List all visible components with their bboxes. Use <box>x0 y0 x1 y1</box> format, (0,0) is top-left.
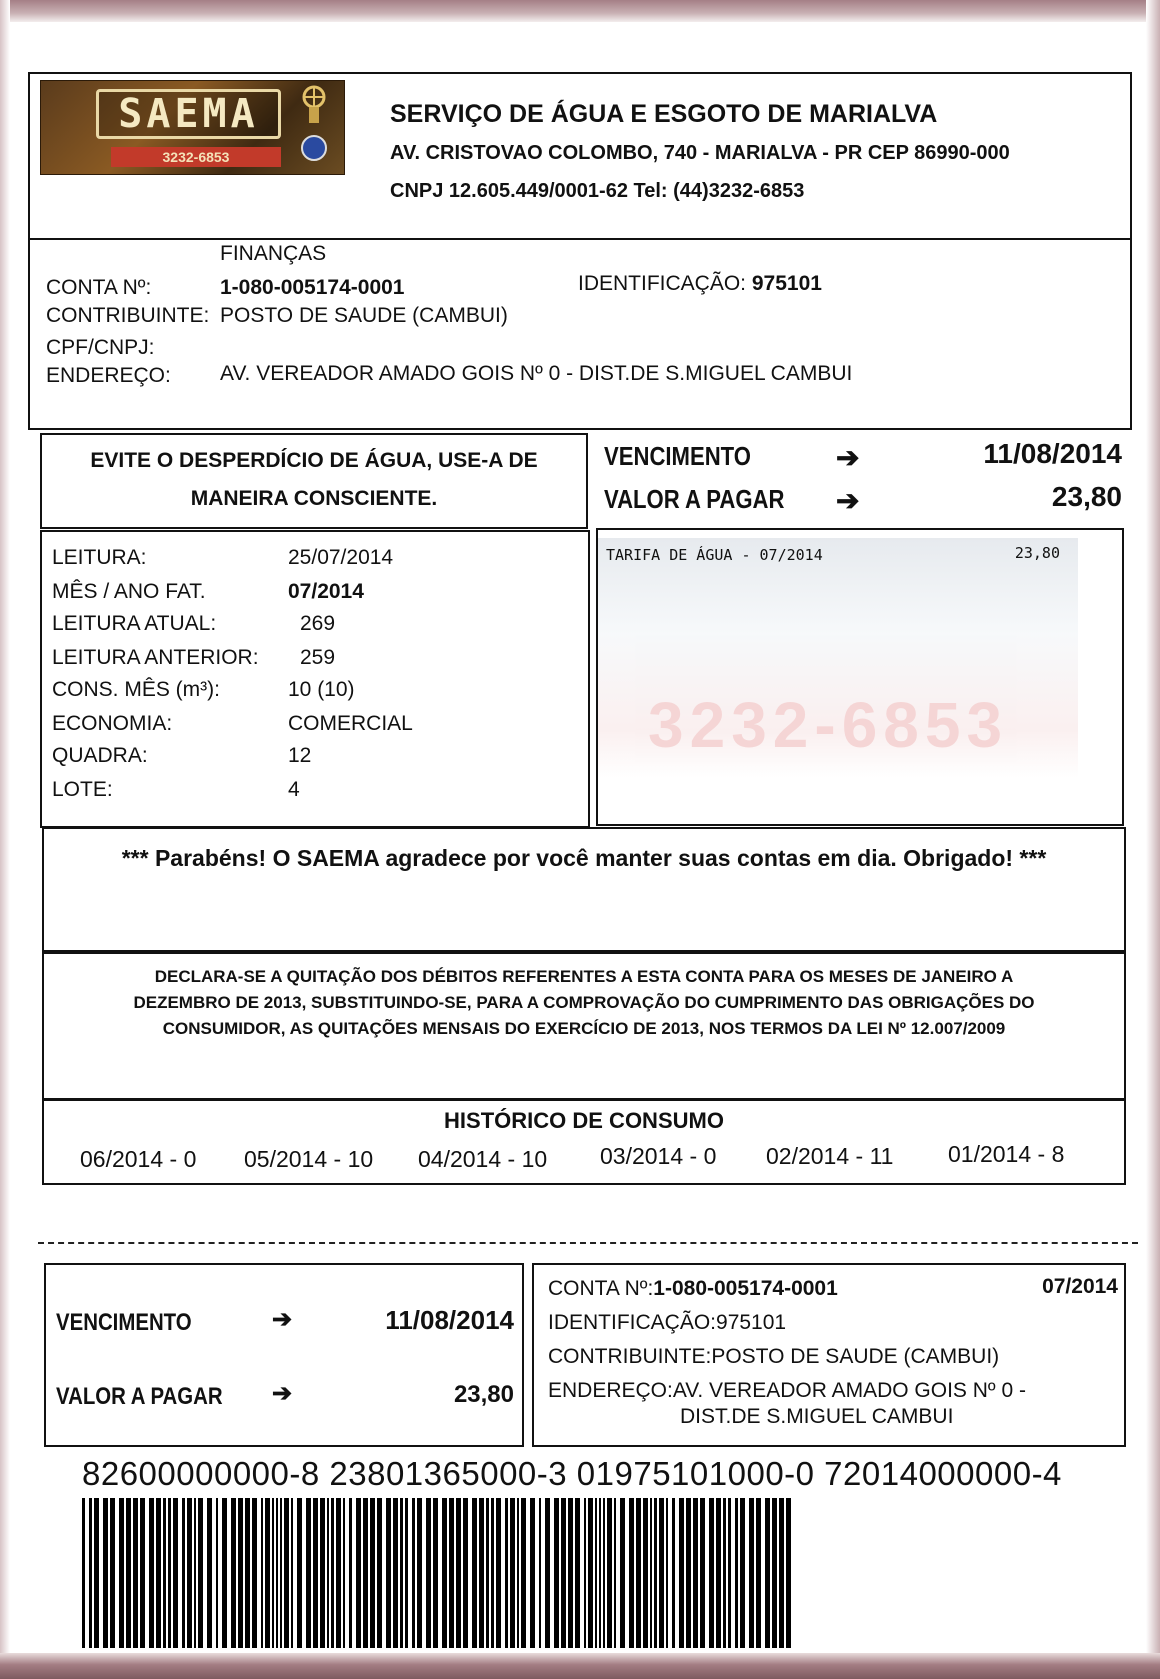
history-item: 05/2014 - 10 <box>244 1146 374 1172</box>
barcode-bar <box>349 1498 352 1648</box>
account-number-label: CONTA Nº: <box>46 276 152 299</box>
reading-label: LEITURA: <box>52 546 147 569</box>
identification <box>578 272 822 296</box>
barcode-bar <box>173 1498 178 1648</box>
barcode-bar <box>614 1498 616 1648</box>
barcode-bar <box>156 1498 161 1648</box>
barcode-bar <box>679 1498 684 1648</box>
saema-logo <box>40 80 345 175</box>
barcode-bar <box>442 1498 447 1648</box>
barcode-bar <box>456 1498 461 1648</box>
stub-payment-box <box>44 1263 524 1447</box>
due-date-value: 11/08/2014 <box>983 438 1122 469</box>
barcode-bar <box>133 1498 138 1648</box>
barcode-bar <box>386 1498 391 1648</box>
amount-due-label: VALOR A PAGAR <box>604 484 785 514</box>
history-item: 02/2014 - 11 <box>766 1143 894 1169</box>
barcode-bar <box>140 1498 145 1648</box>
company-address: AV. CRISTOVAO COLOMBO, 740 - MARIALVA - PR CEP 86990-000 <box>390 142 1010 164</box>
barcode-bar <box>417 1498 422 1648</box>
address-value: AV. VEREADOR AMADO GOIS Nº 0 - DIST.DE S.MIGUEL CAMBUI <box>220 362 853 385</box>
company-name: SERVIÇO DE ÁGUA E ESGOTO DE MARIALVA <box>390 100 938 128</box>
contributor-label: CONTRIBUINTE: <box>46 304 210 327</box>
tariff-value: 23,80 <box>1014 544 1060 562</box>
arrow-right-icon: ➔ <box>272 1306 293 1333</box>
barcode-bar <box>356 1498 361 1648</box>
barcode-bar <box>222 1498 227 1648</box>
barcode-bar <box>575 1498 580 1648</box>
logo-word: SAEMA <box>96 89 281 139</box>
barcode-bar <box>786 1498 791 1648</box>
readings-box <box>40 530 590 828</box>
reading-value: 12 <box>288 744 312 767</box>
contributor-value: POSTO DE SAUDE (CAMBUI) <box>220 304 508 327</box>
barcode-bar <box>636 1498 641 1648</box>
stub-account-label: CONTA Nº: <box>548 1277 654 1300</box>
barcode-bar <box>284 1498 289 1648</box>
barcode-bar <box>772 1498 777 1648</box>
address-label: ENDEREÇO: <box>46 364 171 387</box>
barcode-bar <box>486 1498 489 1648</box>
scan-edge-right <box>1146 0 1160 1679</box>
barcode-bar <box>505 1498 508 1648</box>
amount-due-value: 23,80 <box>1051 481 1122 512</box>
barcode-bar <box>709 1498 714 1648</box>
emblem-icon <box>301 135 327 161</box>
declaration-text: DECLARA-SE A QUITAÇÃO DOS DÉBITOS REFERENTES A ESTA CONTA PARA OS MESES DE JANEIRO A DEZEMBRO DE 2013, SUBSTITUINDO-SE, PARA A COMPROVAÇÃO DO CUMPRIMENTO DAS OBRIGAÇÕES DO CONSUMIDOR, AS QUITAÇÕES MENSAIS DO EXERCÍCIO DE 2013, NOS TERMOS DA LEI Nº 12.007/2009 <box>133 967 1035 1038</box>
barcode-bar <box>320 1498 325 1648</box>
barcode <box>82 1498 792 1648</box>
stub-address-line2: DIST.DE S.MIGUEL CAMBUI <box>680 1405 954 1428</box>
congrats-message: *** Parabéns! O SAEMA agradece por você manter suas contas em dia. Obrigado! *** <box>121 845 1047 871</box>
barcode-bar <box>449 1498 454 1648</box>
stub-account-box <box>532 1263 1126 1447</box>
barcode-bar <box>306 1498 311 1648</box>
barcode-bar <box>643 1498 648 1648</box>
barcode-bar <box>252 1498 257 1648</box>
reading-value: 07/2014 <box>288 580 364 603</box>
logo-phone: 3232-6853 <box>111 147 281 167</box>
barcode-bar <box>89 1498 92 1648</box>
barcode-bar <box>595 1498 597 1648</box>
watermark-text: 3232-6853 <box>648 689 1009 761</box>
barcode-bar <box>568 1498 573 1648</box>
barcode-bar <box>343 1498 345 1648</box>
stub-address-line1: ENDEREÇO:AV. VEREADOR AMADO GOIS Nº 0 - <box>548 1379 1026 1402</box>
stub-due-date-value: 11/08/2014 <box>385 1305 514 1335</box>
barcode-bar <box>716 1498 721 1648</box>
barcode-bar <box>517 1498 519 1648</box>
barcode-bar <box>216 1498 218 1648</box>
barcode-bar <box>584 1498 586 1648</box>
barcode-bar <box>433 1498 438 1648</box>
barcode-bar <box>588 1498 593 1648</box>
barcode-bar <box>297 1498 302 1648</box>
barcode-bar <box>472 1498 477 1648</box>
barcode-bar <box>740 1498 745 1648</box>
barcode-bar <box>265 1498 270 1648</box>
tariff-item: TARIFA DE ÁGUA - 07/2014 <box>606 546 823 564</box>
barcode-bar <box>400 1498 403 1648</box>
barcode-bar <box>198 1498 203 1648</box>
barcode-bar <box>479 1498 484 1648</box>
barcode-bar <box>491 1498 494 1648</box>
barcode-bar <box>700 1498 705 1648</box>
barcode-bar <box>82 1498 85 1648</box>
reading-value: 4 <box>288 778 300 801</box>
valve-icon <box>289 85 339 125</box>
barcode-bar <box>207 1498 212 1648</box>
stub-amount-value: 23,80 <box>453 1381 514 1408</box>
header-box <box>28 72 1132 240</box>
barcode-bar <box>672 1498 675 1648</box>
barcode-bar <box>336 1498 341 1648</box>
scan-edge-left <box>0 0 10 1679</box>
barcode-bar <box>561 1498 566 1648</box>
barcode-bar <box>723 1498 726 1648</box>
barcode-bar <box>163 1498 166 1648</box>
history-box <box>42 1099 1126 1185</box>
barcode-bar <box>650 1498 652 1648</box>
barcode-bar <box>103 1498 108 1648</box>
reading-label: CONS. MÊS (m³): <box>52 678 220 701</box>
barcode-bar <box>194 1498 196 1648</box>
barcode-bar <box>276 1498 278 1648</box>
barcode-bar <box>463 1498 468 1648</box>
reading-value: 10 (10) <box>288 678 355 701</box>
arrow-right-icon: ➔ <box>272 1380 293 1407</box>
watermark-image <box>598 538 1078 778</box>
barcode-number: 82600000000-8 23801365000-3 01975101000-0 72014000000-4 <box>82 1455 1062 1492</box>
barcode-bar <box>280 1498 282 1648</box>
reading-value: 259 <box>300 646 336 669</box>
history-item: 03/2014 - 0 <box>600 1143 717 1169</box>
history-item: 04/2014 - 10 <box>418 1146 548 1172</box>
barcode-bar <box>554 1498 559 1648</box>
barcode-bar <box>756 1498 761 1648</box>
identification-label: IDENTIFICAÇÃO: <box>578 272 747 295</box>
stub-id-value: 975101 <box>716 1311 787 1334</box>
barcode-bar <box>126 1498 131 1648</box>
barcode-bar <box>539 1498 541 1648</box>
barcode-bar <box>521 1498 526 1648</box>
declaration-box <box>42 950 1126 1100</box>
barcode-bar <box>363 1498 368 1648</box>
barcode-bar <box>735 1498 738 1648</box>
barcode-bar <box>327 1498 329 1648</box>
barcode-bar <box>245 1498 250 1648</box>
reading-value: COMERCIAL <box>288 712 413 735</box>
barcode-bar <box>779 1498 784 1648</box>
barcode-bar <box>412 1498 415 1648</box>
barcode-bar <box>119 1498 124 1648</box>
barcode-bar <box>765 1498 770 1648</box>
barcode-bar <box>291 1498 293 1648</box>
barcode-bar <box>377 1498 382 1648</box>
reading-label: LEITURA ANTERIOR: <box>52 646 259 669</box>
barcode-bar <box>187 1498 192 1648</box>
stub-contributor: CONTRIBUINTE:POSTO DE SAUDE (CAMBUI) <box>548 1345 1000 1368</box>
reading-label: QUADRA: <box>52 744 148 767</box>
barcode-bar <box>238 1498 243 1648</box>
barcode-bar <box>110 1498 115 1648</box>
barcode-bar <box>607 1498 612 1648</box>
barcode-bar <box>545 1498 550 1648</box>
reading-label: ECONOMIA: <box>52 712 173 735</box>
barcode-bar <box>496 1498 501 1648</box>
reading-value: 25/07/2014 <box>288 546 394 569</box>
reading-label: MÊS / ANO FAT. <box>52 580 206 603</box>
scan-edge-top <box>0 0 1160 22</box>
stub-amount-label: VALOR A PAGAR <box>56 1383 223 1410</box>
account-category: FINANÇAS <box>220 242 327 265</box>
barcode-bar <box>749 1498 754 1648</box>
barcode-bar <box>603 1498 605 1648</box>
arrow-right-icon: ➔ <box>836 442 860 473</box>
barcode-bar <box>370 1498 375 1648</box>
barcode-bar <box>272 1498 274 1648</box>
tariff-box <box>596 528 1124 826</box>
barcode-bar <box>654 1498 657 1648</box>
barcode-bar <box>659 1498 664 1648</box>
barcode-bar <box>629 1498 634 1648</box>
cpf-cnpj-label: CPF/CNPJ: <box>46 336 155 359</box>
barcode-bar <box>331 1498 334 1648</box>
account-number: 1-080-005174-0001 <box>220 276 405 299</box>
barcode-bar <box>405 1498 408 1648</box>
history-title: HISTÓRICO DE CONSUMO <box>444 1108 724 1133</box>
reading-label: LOTE: <box>52 778 113 801</box>
congrats-box <box>42 827 1126 954</box>
company-cnpj-tel: CNPJ 12.605.449/0001-62 Tel: (44)3232-6853 <box>390 180 805 202</box>
barcode-bar <box>510 1498 515 1648</box>
barcode-bar <box>231 1498 236 1648</box>
history-item: 06/2014 - 0 <box>80 1146 197 1172</box>
reading-value: 269 <box>300 612 336 635</box>
barcode-bar <box>149 1498 154 1648</box>
barcode-bar <box>426 1498 431 1648</box>
stub-account-number <box>548 1277 838 1301</box>
notice-line2: MANEIRA CONSCIENTE. <box>190 487 438 510</box>
history-item: 01/2014 - 8 <box>948 1141 1065 1167</box>
barcode-bar <box>182 1498 185 1648</box>
barcode-bar <box>94 1498 99 1648</box>
reading-label: LEITURA ATUAL: <box>52 612 217 635</box>
stub-account-value: 1-080-005174-0001 <box>653 1277 838 1300</box>
barcode-bar <box>599 1498 601 1648</box>
arrow-right-icon: ➔ <box>836 485 860 516</box>
barcode-bar <box>620 1498 625 1648</box>
notice-line1: EVITE O DESPERDÍCIO DE ÁGUA, USE-A DE <box>90 449 538 472</box>
barcode-bar <box>693 1498 698 1648</box>
stub-due-date-label: VENCIMENTO <box>56 1309 192 1336</box>
notice-box <box>40 433 588 529</box>
barcode-bar <box>530 1498 535 1648</box>
barcode-bar <box>313 1498 318 1648</box>
barcode-bar <box>168 1498 171 1648</box>
barcode-bar <box>728 1498 731 1648</box>
barcode-bar <box>666 1498 668 1648</box>
identification-value: 975101 <box>751 272 822 295</box>
barcode-bar <box>261 1498 263 1648</box>
due-date-label: VENCIMENTO <box>604 441 751 471</box>
stub-id-label: IDENTIFICAÇÃO: <box>548 1311 717 1334</box>
account-info-box <box>28 230 1132 430</box>
stub-month: 07/2014 <box>1042 1275 1118 1298</box>
barcode-bar <box>686 1498 691 1648</box>
tear-line <box>38 1242 1138 1244</box>
barcode-bar <box>393 1498 398 1648</box>
stub-identification <box>548 1311 786 1335</box>
scan-edge-bottom <box>0 1653 1160 1679</box>
